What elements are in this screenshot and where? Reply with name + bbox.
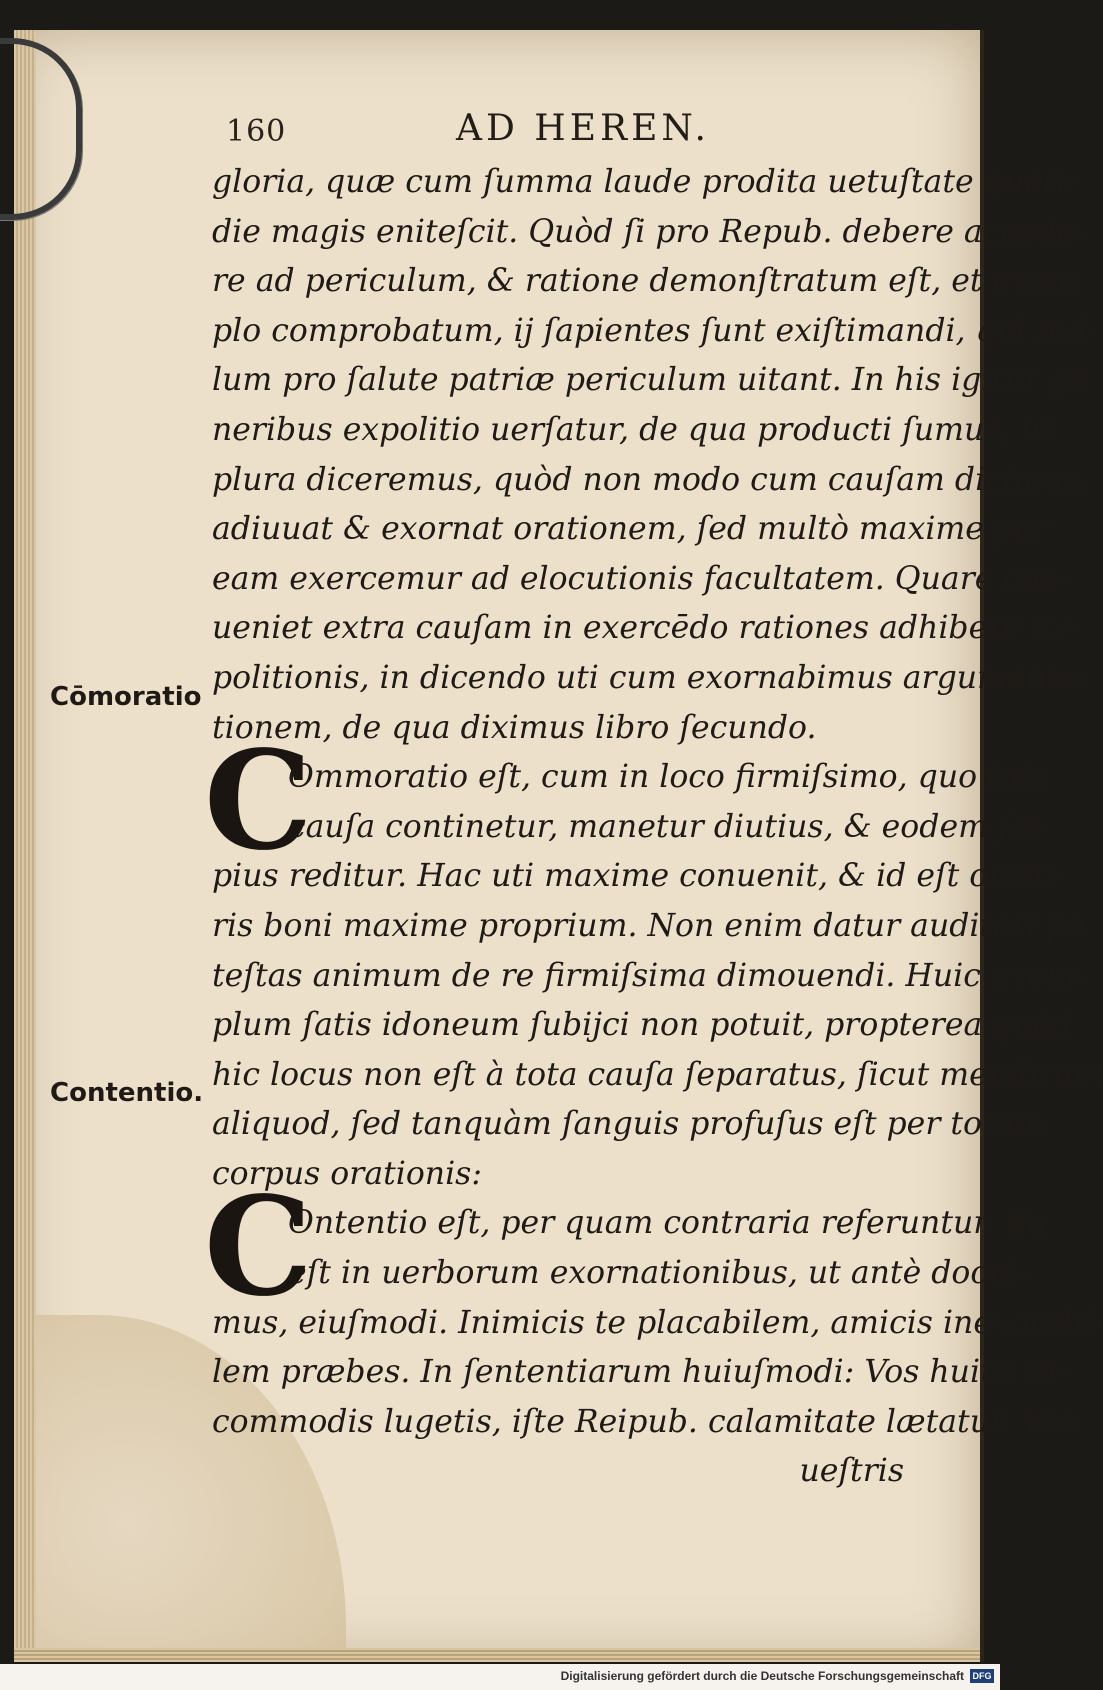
text-line: Ommoratio eſt, cum in loco firmiſsimo, quo tota — [288, 759, 1051, 796]
drop-cap: C — [204, 1167, 313, 1328]
footer-credit: Digitalisierung gefördert durch die Deutsche Forschungsgemeinschaft — [560, 1669, 964, 1683]
text-line: gloria, quæ cum ſumma laude prodita uetuſtate quoti- — [212, 164, 1077, 200]
text-line: neribus expolitio uerſatur, de qua producti ſumus, ut — [212, 411, 1054, 448]
text-line: cauſa continetur, manetur diutius, & eodem ſæ- — [288, 808, 1050, 845]
text-line: politionis, in dicendo uti cum exornabimus argumenta- — [212, 659, 1088, 696]
text-line: adiuuat & exornat orationem, ſed multò maxime per — [212, 511, 1048, 548]
text-line: ueniet extra cauſam in exercēdo rationes adhibere ex- — [212, 610, 1078, 647]
text-line: plura diceremus, quòd non modo cum cauſam dicimus, — [212, 461, 1090, 498]
text-line: mus, eiuſmodi. Inimicis te placabilem, amicis inexorabi- — [212, 1304, 1103, 1341]
page-number: 160 — [226, 114, 287, 149]
text-line: teſtas animum de re firmiſsima dimouendi. Huic exem- — [212, 957, 1087, 994]
catchword: ueſtris — [799, 1453, 904, 1490]
text-line: ris boni maxime proprium. Non enim datur auditori po — [212, 907, 1086, 944]
text-line: lem præbes. In ſententiarum huiuſmodi: Vos huius in- — [212, 1354, 1068, 1391]
text-line: plum ſatis idoneum ſubijci non potuit, propterea quòd — [212, 1007, 1072, 1044]
text-line: tionem, de qua diximus libro ſecundo. — [212, 709, 817, 746]
bottom-page-edges — [14, 1648, 980, 1662]
text-line: Ontentio eſt, per quam contraria referuntur. Ea — [288, 1205, 1047, 1242]
paragraph-expolitio — [212, 158, 1098, 753]
page-header — [226, 108, 946, 158]
digitization-footer — [0, 1664, 1000, 1690]
text-line: pius reditur. Hac uti maxime conuenit, & id eſt orato- — [212, 858, 1065, 895]
text-line: die magis eniteſcit. Quòd ſi pro Repub. debere accede- — [212, 213, 1087, 250]
text-line: hic locus non eſt à tota cauſa ſeparatus, ſicut membrum — [212, 1056, 1103, 1093]
text-line: re ad periculum, & ratione demonſtratum eſt, et exem — [212, 263, 1078, 300]
marginal-note-contentio: Contentio. — [50, 1078, 204, 1108]
drop-cap: C — [204, 721, 313, 882]
text-line: lum pro ſalute patriæ periculum uitant. In his igitur ge — [212, 362, 1089, 399]
text-line: plo comprobatum, ij ſapientes ſunt exiſtimandi, qui nul- — [212, 312, 1098, 349]
text-line: corpus orationis: — [212, 1155, 482, 1192]
body-text — [204, 158, 1103, 1497]
marginal-note-commoratio: Cōmoratio — [50, 682, 202, 712]
running-head: AD HEREN. — [456, 108, 711, 149]
text-line: aliquod, ſed tanquàm ſanguis profuſus eſt per totum — [212, 1106, 1045, 1143]
dfg-logo: DFG — [970, 1669, 994, 1683]
text-line: commodis lugetis, iſte Reipub. calamitate lætatur. Vos — [212, 1403, 1077, 1440]
text-line: eſt in uerborum exornationibus, ut antè docui- — [288, 1255, 1030, 1292]
text-line: eam exercemur ad elocutionis facultatem. Quare con- — [212, 560, 1071, 597]
page-edges — [14, 30, 36, 1662]
